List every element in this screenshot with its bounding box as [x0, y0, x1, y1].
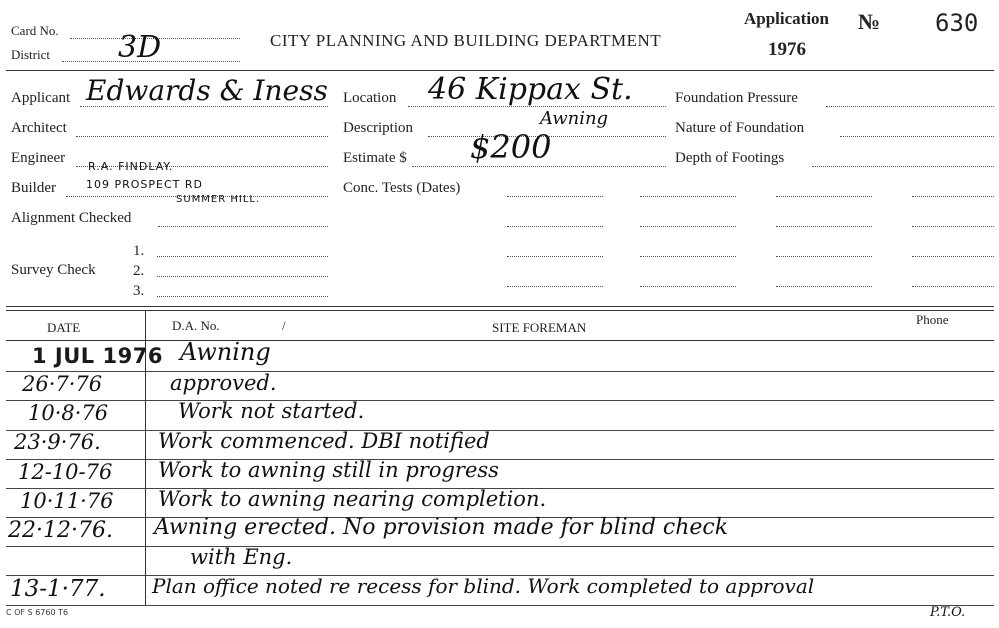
number-symbol: №	[858, 9, 881, 34]
applicant-value: Edwards & Iness	[86, 74, 328, 107]
conc-line-1c	[776, 196, 872, 197]
conc-line-4b	[640, 286, 736, 287]
table-row-line	[6, 430, 994, 431]
depth-of-footings-label: Depth of Footings	[675, 150, 785, 166]
log-date: 22·12·76.	[8, 518, 113, 543]
header-divider	[6, 70, 994, 71]
survey-2-number: 2.	[133, 263, 145, 279]
foundation-pressure-line	[826, 106, 994, 107]
card-no-label: Card No.	[11, 23, 59, 38]
log-date: 26·7·76	[22, 372, 103, 396]
log-note: Plan office noted re recess for blind. Work completed to approval	[152, 574, 815, 598]
description-label: Description	[343, 120, 413, 136]
engineer-label: Engineer	[11, 150, 66, 166]
form-code: C OF S 6760 T6	[6, 608, 69, 617]
location-label: Location	[343, 90, 397, 106]
builder-address-line1: 109 PROSPECT RD	[86, 178, 204, 191]
conc-line-2b	[640, 226, 736, 227]
table-header-divider	[6, 340, 994, 341]
survey-3-line	[157, 296, 328, 297]
survey-2-line	[157, 276, 328, 277]
builder-address-line2: SUMMER HILL.	[176, 194, 261, 205]
da-no-slash: /	[282, 318, 286, 333]
applicant-label: Applicant	[11, 90, 71, 106]
conc-line-2d	[912, 226, 994, 227]
application-number: 630	[935, 9, 979, 37]
log-note: approved.	[170, 371, 277, 395]
conc-line-1b	[640, 196, 736, 197]
conc-tests-label: Conc. Tests (Dates)	[343, 180, 461, 196]
survey-1-line	[157, 256, 328, 257]
log-note: Work to awning nearing completion.	[158, 487, 547, 511]
conc-line-3d	[912, 256, 994, 257]
log-date: 13-1·77.	[10, 576, 106, 602]
architect-label: Architect	[11, 120, 67, 136]
alignment-label: Alignment Checked	[11, 210, 132, 226]
log-note: Awning	[180, 338, 271, 366]
conc-line-2a	[507, 226, 603, 227]
table-row-line	[6, 546, 994, 547]
survey-label: Survey Check	[11, 262, 96, 278]
conc-line-1d	[912, 196, 994, 197]
table-top-border	[6, 306, 994, 307]
log-date: 10·11·76	[20, 489, 114, 513]
da-no-column-header: D.A. No.	[172, 318, 220, 333]
application-label: Application	[744, 9, 830, 28]
log-date: 23·9·76.	[14, 430, 101, 454]
conc-line-3b	[640, 256, 736, 257]
table-row-line	[6, 400, 994, 401]
log-note: Awning erected. No provision made for blind check	[154, 515, 729, 540]
nature-of-foundation-label: Nature of Foundation	[675, 120, 805, 136]
log-note: Work to awning still in progress	[158, 458, 499, 482]
survey-1-number: 1.	[133, 243, 145, 259]
application-year: 1976	[768, 39, 806, 60]
phone-column-header: Phone	[916, 312, 949, 327]
date-column-header: DATE	[47, 320, 81, 335]
conc-line-4d	[912, 286, 994, 287]
builder-name: R.A. FINDLAY.	[88, 160, 174, 173]
district-value: 3D	[118, 30, 162, 65]
nature-of-foundation-line	[840, 136, 994, 137]
table-top-border-inner	[6, 310, 994, 311]
conc-line-4c	[776, 286, 872, 287]
location-value: 46 Kippax St.	[428, 72, 633, 107]
district-label: District	[11, 47, 50, 62]
form-title: CITY PLANNING AND BUILDING DEPARTMENT	[270, 31, 662, 50]
table-row-line	[6, 459, 994, 460]
conc-line-3c	[776, 256, 872, 257]
log-note: Work commenced. DBI notified	[158, 429, 490, 453]
estimate-label: Estimate $	[343, 150, 407, 166]
conc-line-4a	[507, 286, 603, 287]
conc-line-2c	[776, 226, 872, 227]
conc-line-3a	[507, 256, 603, 257]
depth-of-footings-line	[812, 166, 994, 167]
table-row-line	[6, 371, 994, 372]
log-note: Work not started.	[178, 399, 365, 423]
log-date: 1 JUL 1976	[32, 344, 163, 368]
pto-note: P.T.O.	[930, 605, 966, 620]
estimate-line	[412, 166, 666, 167]
architect-line	[76, 136, 328, 137]
conc-line-1a	[507, 196, 603, 197]
foundation-pressure-label: Foundation Pressure	[675, 90, 798, 106]
builder-label: Builder	[11, 180, 56, 196]
log-date: 10·8·76	[28, 401, 109, 425]
table-row-line	[6, 605, 994, 606]
alignment-line	[158, 226, 328, 227]
site-foreman-column-header: SITE FOREMAN	[492, 320, 587, 335]
log-date: 12-10-76	[18, 460, 113, 484]
survey-3-number: 3.	[133, 283, 145, 299]
log-note: with Eng.	[190, 545, 293, 569]
description-value: Awning	[540, 108, 609, 129]
estimate-value: $200	[470, 128, 552, 166]
